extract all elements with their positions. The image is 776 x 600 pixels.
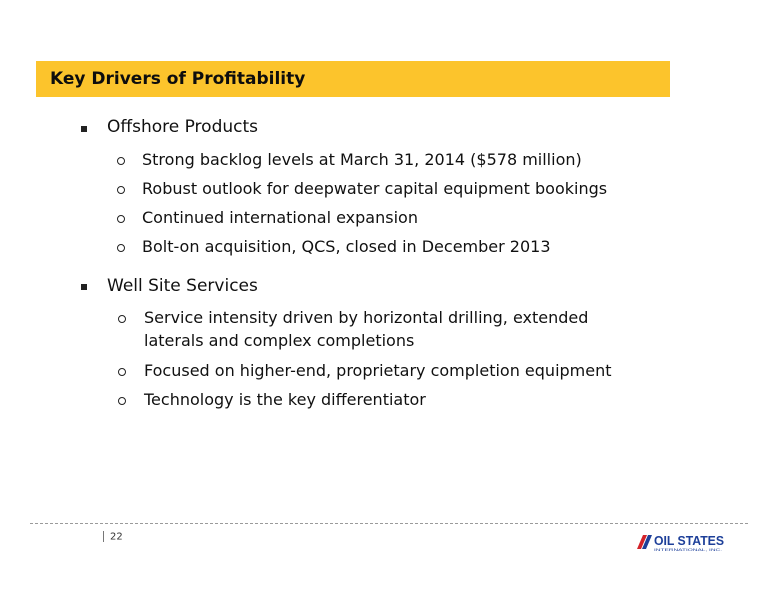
page-number-text: 22: [110, 531, 123, 543]
list-item: Robust outlook for deepwater capital equipment bookings: [142, 179, 608, 198]
page-number: [103, 531, 123, 543]
circle-bullet-icon: [117, 244, 125, 252]
square-bullet-icon: [81, 284, 87, 290]
footer-divider: [30, 523, 748, 524]
list-item: Strong backlog levels at March 31, 2014 ($578 million): [142, 150, 582, 169]
section-label: Offshore Products: [107, 117, 259, 137]
list-item: Technology is the key differentiator: [144, 390, 426, 409]
circle-bullet-icon: [118, 397, 126, 405]
logo-wordmark: OIL STATES: [654, 534, 724, 548]
oil-states-logo: [636, 530, 726, 552]
circle-bullet-icon: [118, 368, 126, 376]
circle-bullet-icon: [117, 186, 125, 194]
square-bullet-icon: [81, 126, 87, 132]
page-separator: [103, 531, 104, 542]
slide-title: Key Drivers of Profitability: [50, 69, 306, 89]
circle-bullet-icon: [117, 215, 125, 223]
list-item: Focused on higher-end, proprietary completion equipment: [144, 361, 612, 380]
circle-bullet-icon: [117, 157, 125, 165]
title-bar: [36, 61, 670, 97]
logo-tagline: INTERNATIONAL, INC.: [654, 548, 723, 552]
section-label: Well Site Services: [107, 276, 258, 296]
list-item: Bolt-on acquisition, QCS, closed in December 2013: [142, 237, 551, 256]
list-item: Continued international expansion: [142, 208, 418, 227]
list-item: Service intensity driven by horizontal drilling, extended laterals and complex completions: [144, 308, 589, 350]
circle-bullet-icon: [118, 315, 126, 323]
